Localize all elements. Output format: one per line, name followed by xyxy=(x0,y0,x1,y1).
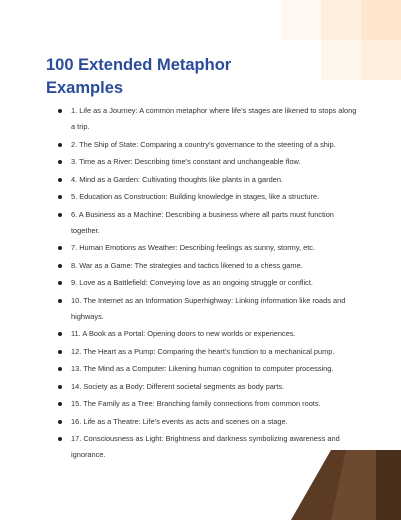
list-item: 8. War as a Game: The strategies and tactics likened to a chess game. xyxy=(58,258,358,274)
title-line-2: Examples xyxy=(46,79,124,97)
list-item: 4. Mind as a Garden: Cultivating thoughts like plants in a garden. xyxy=(58,172,358,188)
list-item: 1. Life as a Journey: A common metaphor where life’s stages are likened to stops along a trip. xyxy=(58,103,358,135)
list-item: 17. Consciousness as Light: Brightness and darkness symbolizing awareness and ignorance. xyxy=(58,431,358,463)
list-item: 15. The Family as a Tree: Branching family connections from common roots. xyxy=(58,396,358,412)
title-line-1: 100 Extended Metaphor xyxy=(46,56,232,74)
top-right-decoration xyxy=(281,0,401,80)
list-item: 10. The Internet as an Information Superhighway: Linking information like roads and highways. xyxy=(58,293,358,325)
list-item: 5. Education as Construction: Building knowledge in stages, like a structure. xyxy=(58,189,358,205)
list-item: 6. A Business as a Machine: Describing a business where all parts must function together. xyxy=(58,207,358,239)
list-item: 12. The Heart as a Pump: Comparing the heart’s function to a mechanical pump. xyxy=(58,344,358,360)
list-item: 11. A Book as a Portal: Opening doors to new worlds or experiences. xyxy=(58,326,358,342)
list-item: 3. Time as a River: Describing time’s constant and unchangeable flow. xyxy=(58,154,358,170)
list-item: 14. Society as a Body: Different societal segments as body parts. xyxy=(58,379,358,395)
list-item: 13. The Mind as a Computer: Likening human cognition to computer processing. xyxy=(58,361,358,377)
list-item: 16. Life as a Theatre: Life’s events as acts and scenes on a stage. xyxy=(58,414,358,430)
list-item: 9. Love as a Battlefield: Conveying love as an ongoing struggle or conflict. xyxy=(58,275,358,291)
bottom-right-decoration xyxy=(291,450,401,520)
list-item: 2. The Ship of State: Comparing a country’s governance to the steering of a ship. xyxy=(58,137,358,153)
list-item: 7. Human Emotions as Weather: Describing feelings as sunny, stormy, etc. xyxy=(58,240,358,256)
metaphor-list xyxy=(58,103,358,465)
page-title xyxy=(46,54,231,100)
